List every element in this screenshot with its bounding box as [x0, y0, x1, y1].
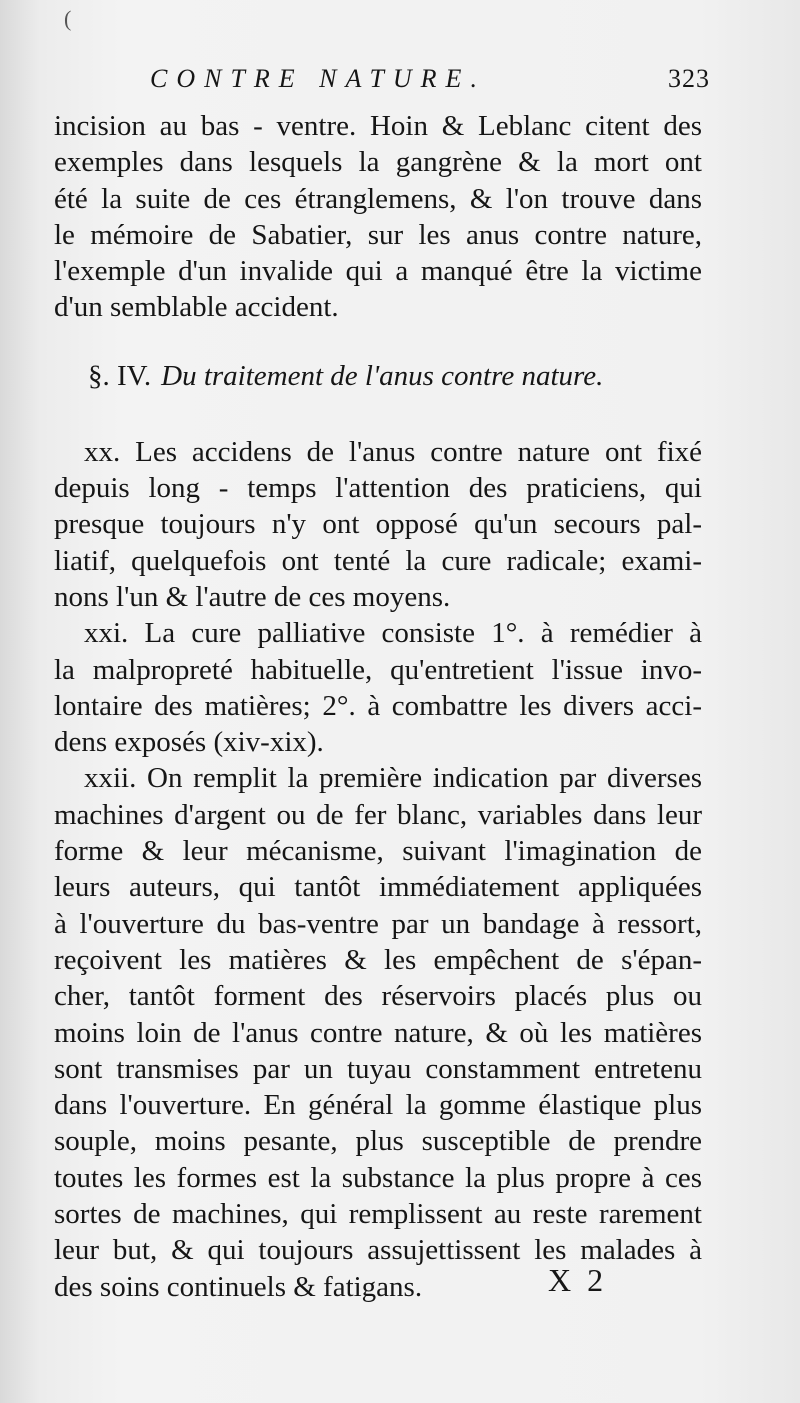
signature-mark: X 2: [548, 1262, 608, 1298]
corner-mark: (: [64, 6, 72, 31]
body-text: [54, 108, 702, 1305]
running-head-title: CONTRE NATURE.: [150, 64, 486, 93]
paragraph-continuation: [54, 108, 702, 326]
text-line: le mémoire de Sabatier, sur les anus contre nature,: [54, 218, 702, 251]
text-line: des soins continuels & fatigans.: [54, 1270, 423, 1303]
text-line: nons l'un & l'autre de ces moyens.: [54, 580, 451, 613]
text-line: l'exemple d'un invalide qui a manqué être la victime: [54, 255, 702, 288]
text-line: dens exposés (xiv-xix).: [54, 726, 324, 759]
text-line: liatif, quelquefois ont tenté la cure radicale; exami-: [54, 544, 702, 577]
text-line: sortes de machines, qui remplissent au reste rarement: [54, 1198, 702, 1231]
page-number: 323: [668, 64, 710, 93]
section-heading: [54, 358, 702, 394]
paragraph-xxii: [54, 760, 702, 1304]
text-line: xxii. On remplit la première indication par diverses: [84, 762, 702, 795]
text-line: exemples dans lesquels la gangrène & la mort ont: [54, 146, 702, 179]
text-line: presque toujours n'y ont opposé qu'un secours pal-: [54, 508, 702, 541]
section-title: Du traitement de l'anus contre nature.: [161, 359, 604, 392]
running-head: [150, 64, 710, 94]
text-line: à l'ouverture du bas-ventre par un bandage à ressort,: [54, 907, 702, 940]
text-line: incision au bas - ventre. Hoin & Leblanc citent des: [54, 110, 702, 142]
text-line: sont transmises par un tuyau constamment entretenu: [54, 1052, 702, 1085]
paragraph-xx: [54, 434, 702, 615]
text-line: forme & leur mécanisme, suivant l'imagination de: [54, 835, 702, 868]
text-line: la malpropreté habituelle, qu'entretient l'issue invo-: [54, 653, 702, 686]
text-line: souple, moins pesante, plus susceptible de prendre: [54, 1125, 702, 1158]
text-line: d'un semblable accident.: [54, 291, 339, 324]
text-line: lontaire des matières; 2°. à combattre les divers acci-: [54, 689, 702, 722]
text-line: moins loin de l'anus contre nature, & où les matières: [54, 1016, 702, 1049]
paragraph-xxi: [54, 615, 702, 760]
text-line: depuis long - temps l'attention des praticiens, qui: [54, 472, 702, 505]
text-line: machines d'argent ou de fer blanc, variables dans leur: [54, 798, 702, 831]
text-line: été la suite de ces étranglemens, & l'on trouve dans: [54, 182, 702, 215]
text-line: leur but, & qui toujours assujettissent les malades à: [54, 1234, 702, 1267]
text-line: xx. Les accidens de l'anus contre nature ont fixé: [84, 435, 702, 468]
text-line: cher, tantôt forment des réservoirs placés plus ou: [54, 980, 702, 1013]
text-line: dans l'ouverture. En général la gomme élastique plus: [54, 1089, 702, 1122]
text-line: xxi. La cure palliative consiste 1°. à remédier à: [84, 617, 702, 650]
text-line: leurs auteurs, qui tantôt immédiatement appliquées: [54, 871, 702, 904]
section-number: §. IV.: [88, 359, 152, 392]
text-line: reçoivent les matières & les empêchent de s'épan-: [54, 943, 702, 976]
text-line: toutes les formes est la substance la plus propre à ces: [54, 1161, 702, 1194]
